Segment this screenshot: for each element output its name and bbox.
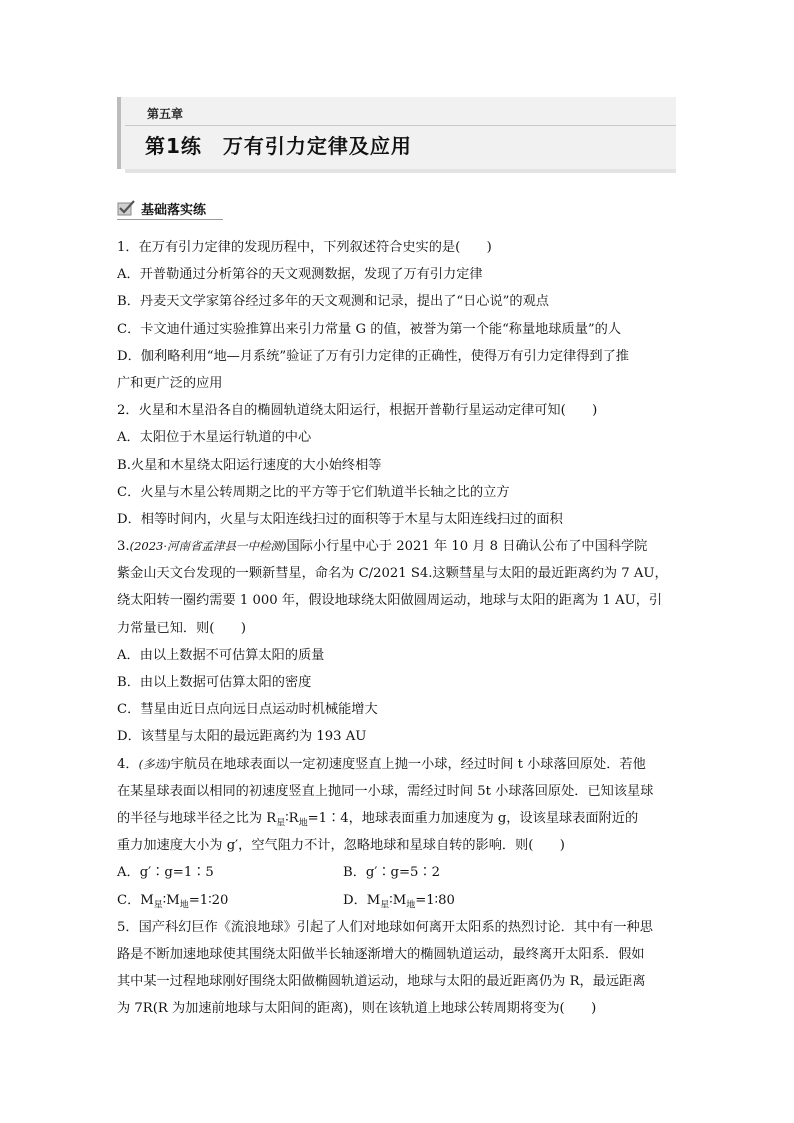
q4-option-a: A．g′∶g=1∶5 — [117, 865, 214, 881]
q2-option-a: A．太阳位于木星运行轨道的中心 — [117, 430, 312, 446]
q3-stem-line1 — [117, 533, 677, 560]
q1-option-b: B．丹麦天文学家第谷经过多年的天文观测和记录，提出了“日心说”的观点 — [117, 294, 549, 310]
q4-text: 宇航员在地球表面以一定初速度竖直上抛一小球，经过时间 t 小球落回原处．若他 — [170, 756, 646, 772]
q4-stem-line4: 重力加速度大小为 g′，空气阻力不计，忽略地球和星球自转的影响．则( ) — [117, 838, 565, 854]
q4-d-mid: ∶M — [389, 892, 407, 908]
q4-option-b: B．g′∶g=5∶2 — [343, 865, 440, 881]
q4-multi-tag: (多选) — [138, 756, 171, 771]
q4-options-cd — [117, 887, 677, 914]
q5-stem-line2: 路是不断加速地球使其围绕太阳做半长轴逐渐增大的椭圆轨道运动，最终离开太阳系．假如 — [117, 946, 645, 962]
q1-stem: 1．在万有引力定律的发现历程中，下列叙述符合史实的是( ) — [117, 240, 492, 255]
q3-text: 国际小行星中心于 2021 年 10 月 8 日确认公布了中国科学院 — [286, 539, 648, 555]
q3-option-b: B．由以上数据可估算太阳的密度 — [117, 675, 312, 690]
q4-l3-part1: 的半径与地球半径之比为 R — [117, 810, 277, 826]
q5-stem-line1: 5．国产科幻巨作《流浪地球》引起了人们对地球如何离开太阳系的热烈讨论．其中有一种思 — [117, 919, 653, 935]
q3-option-c: C．彗星由近日点向远日点运动时机械能增大 — [117, 702, 378, 718]
q4-d-sub-star: 星 — [380, 900, 390, 911]
q4-stem-line2: 在某星球表面以相同的初速度竖直上抛同一小球，需经过时间 5t 小球落回原处．已知该星球 — [117, 783, 654, 799]
checkbox-check-icon — [117, 199, 135, 217]
q2-option-c: C．火星与木星公转周期之比的平方等于它们轨道半长轴之比的立方 — [117, 484, 510, 500]
header-divider — [125, 125, 676, 126]
q4-stem-line3 — [117, 805, 677, 832]
q1-option-d-cont: 广和更广泛的应用 — [117, 375, 223, 391]
section-underline — [117, 219, 223, 220]
q4-c-sub-star: 星 — [153, 900, 163, 911]
q3-option-a: A．由以上数据不可估算太阳的质量 — [117, 647, 325, 663]
section-heading — [117, 197, 206, 219]
header-shadow — [125, 169, 676, 173]
question-list — [117, 234, 677, 1022]
q2-option-d: D．相等时间内，火星与太阳连线扫过的面积等于木星与太阳连线扫过的面积 — [117, 511, 563, 527]
q3-stem-line4: 力常量已知．则( ) — [117, 620, 246, 636]
chapter-label: 第五章 — [147, 107, 184, 121]
q4-c-mid: ∶M — [162, 892, 180, 908]
q1-option-d: D．伽利略利用“地—月系统”验证了万有引力定律的正确性，使得万有引力定律得到了推 — [117, 348, 629, 364]
q4-d-pre: D．M — [343, 892, 381, 908]
q4-d-post: =1∶80 — [415, 892, 455, 908]
q4-l3-part3: =1∶4，地球表面重力加速度为 g，设该星球表面附近的 — [307, 810, 639, 826]
q5-stem-line3: 其中某一过程地球刚好围绕太阳做椭圆轨道运动，地球与太阳的最近距离仍为 R，最远距离 — [117, 974, 646, 990]
q4-c-post: =1∶20 — [188, 892, 229, 908]
q4-d-sub-earth: 地 — [406, 900, 416, 911]
q1-option-a: A．开普勒通过分析第谷的天文观测数据，发现了万有引力定律 — [117, 267, 483, 283]
q4-number: 4． — [117, 756, 139, 772]
q4-l3-sub-star: 星 — [276, 818, 286, 829]
q3-option-d: D．该彗星与太阳的最远距离约为 193 AU — [117, 729, 367, 745]
q4-options-ab — [117, 859, 677, 886]
section-label: 基础落实练 — [141, 202, 207, 218]
q4-c-pre: C．M — [117, 892, 154, 908]
q1-option-c: C．卡文迪什通过实验推算出来引力常量 G 的值，被誉为第一个能“称量地球质量”的人 — [117, 321, 622, 337]
q4-l3-part2: ∶R — [285, 810, 299, 826]
chapter-header — [117, 97, 676, 169]
q2-option-b: B.火星和木星绕太阳运行速度的大小始终相等 — [117, 457, 382, 473]
q5-stem-line4: 为 7R(R 为加速前地球与太阳间的距离)，则在该轨道上地球公转周期将变为( ) — [117, 1001, 597, 1017]
q3-stem-line2: 紫金山天文台发现的一颗新彗星，命名为 C/2021 S4.这颗彗星与太阳的最近距离约为 7 AU， — [117, 566, 668, 582]
q3-number: 3. — [117, 539, 130, 555]
q2-stem: 2．火星和木星沿各自的椭圆轨道绕太阳运行，根据开普勒行星运动定律可知( ) — [117, 403, 598, 419]
q4-c-sub-earth: 地 — [179, 900, 189, 911]
q4-stem-line1 — [117, 751, 677, 778]
page-title: 第1练 万有引力定律及应用 — [145, 134, 412, 158]
q3-source: (2023·河南省孟津县一中检测) — [129, 539, 287, 554]
q4-l3-sub-earth: 地 — [298, 818, 308, 829]
q4-option-d — [343, 892, 455, 911]
q3-stem-line3: 绕太阳转一圈约需要 1 000 年，假设地球绕太阳做圆周运动，地球与太阳的距离为 1 AU，引 — [117, 593, 663, 609]
